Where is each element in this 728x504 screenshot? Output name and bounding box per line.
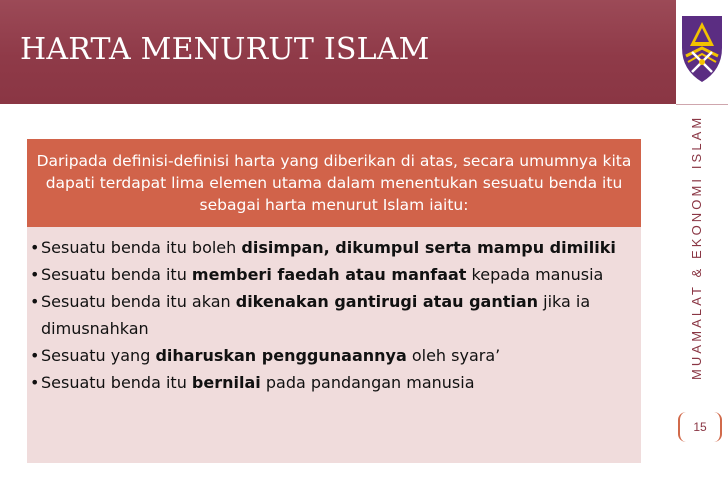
header-bar [0, 0, 676, 104]
item-text: Sesuatu benda itu [41, 373, 192, 392]
item-text: kepada manusia [466, 265, 604, 284]
intro-text: Daripada definisi-definisi harta yang diberikan di atas, secara umumnya kita dapati terdapat lima elemen utama dalam menentukan sesuatu benda itu sebagai harta menurut Islam iaitu: [36, 152, 632, 214]
slide-title: HARTA MENURUT ISLAM [20, 32, 430, 67]
item-emphasis: diharuskan penggunaannya [155, 346, 407, 365]
bullet: • [30, 238, 40, 257]
item-emphasis: disimpan, dikumpul serta mampu dimiliki [241, 238, 616, 257]
item-emphasis: memberi faedah atau manfaat [191, 265, 467, 284]
list-item [30, 369, 637, 396]
bullet: • [30, 265, 40, 284]
item-text: jika ia dimusnahkan [41, 292, 591, 338]
list-item [30, 261, 637, 288]
list-item [30, 288, 637, 342]
item-text: Sesuatu benda itu boleh [41, 238, 242, 257]
divider [676, 104, 728, 105]
item-text: Sesuatu yang [41, 346, 156, 365]
item-emphasis: bernilai [191, 373, 261, 392]
university-crest-icon [678, 14, 726, 84]
item-text: Sesuatu benda itu akan [41, 292, 236, 311]
list-item [30, 342, 637, 369]
elements-list [27, 227, 641, 463]
bullet: • [30, 346, 40, 365]
item-text: pada pandangan manusia [260, 373, 475, 392]
page-number-text: 15 [693, 420, 707, 434]
item-text: oleh syara’ [406, 346, 501, 365]
vertical-course-label: MUAMALAT & EKONOMI ISLAM [689, 114, 704, 380]
item-text: Sesuatu benda itu [41, 265, 192, 284]
item-emphasis: dikenakan gantirugi atau gantian [235, 292, 539, 311]
page-number [678, 412, 722, 442]
intro-box [27, 139, 641, 227]
list-item [30, 234, 637, 261]
bullet: • [30, 292, 40, 311]
bullet: • [30, 373, 40, 392]
